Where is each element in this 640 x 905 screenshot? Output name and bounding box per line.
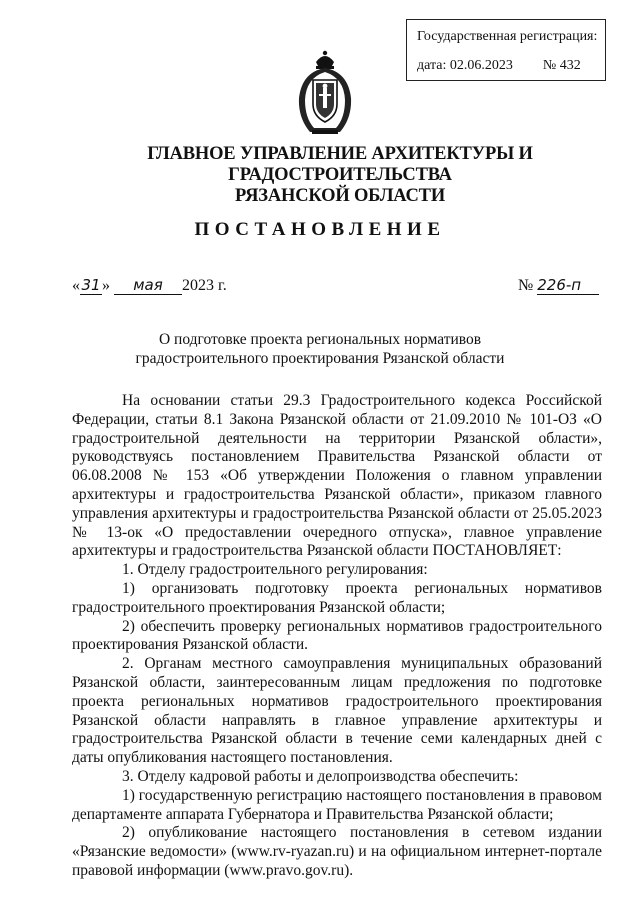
paragraph-item-1-1: 1) организовать подготовку проекта региональных нормативов градостроительного проектирования Рязанской области;	[72, 579, 602, 616]
registration-label: Государственная регистрация:	[417, 29, 598, 44]
registration-number: № 432	[542, 58, 581, 73]
paragraph-item-3-1: 1) государственную регистрацию настоящего постановления в правовом департаменте аппарата Губернатора и Правительства Рязанской области;	[72, 786, 602, 823]
ryazan-coat-of-arms-icon	[294, 48, 356, 138]
registration-date: дата: 02.06.2023	[417, 58, 513, 73]
registration-stamp	[406, 19, 606, 81]
document-date	[72, 276, 227, 295]
date-month: мая	[114, 276, 182, 295]
date-open-quote: «	[72, 277, 80, 294]
organization-name	[40, 144, 640, 207]
paragraph-preamble: На основании статьи 29.3 Градостроительного кодекса Российской Федерации, статьи 8.1 Закона Рязанской области от 21.09.2010 № 101-ОЗ «О градостроительной деятельности на территории Рязанской области», руководствуясь постановлением Правительства Рязанской области от 06.08.2008 № 153 «Об утверждении Положения о главном управлении архитектуры и градостроительства Рязанской области», приказом главного управления архитектуры и градостроительства Рязанской области от 25.05.2023 № 13-ок «О предоставлении очередного отпуска», главное управление архитектуры и градостроительства Рязанской области ПОСТАНОВЛЯЕТ:	[72, 392, 602, 560]
document-subject	[0, 330, 640, 368]
document-number	[518, 276, 599, 295]
paragraph-item-3: 3. Отделу кадровой работы и делопроизводства обеспечить:	[122, 767, 519, 785]
date-year: 2023 г.	[182, 277, 227, 294]
org-line-1: ГЛАВНОЕ УПРАВЛЕНИЕ АРХИТЕКТУРЫ И ГРАДОСТРОИТЕЛЬСТВА	[147, 144, 533, 185]
document-type: ПОСТАНОВЛЕНИЕ	[194, 219, 446, 240]
paragraph-item-2: 2. Органам местного самоуправления муниципальных образований Рязанской области, заинтересованным лицам предложения по подготовке проекта региональных нормативов градостроительного проектирования Рязанской области направлять в главное управление архитектуры и градостроительства Рязанской области в течение семи календарных дней с даты опубликования настоящего постановления.	[72, 655, 602, 767]
date-day: 31	[81, 276, 101, 294]
doc-number-value: 226-п	[537, 276, 599, 295]
paragraph-item-3-2: 2) опубликование настоящего постановления в сетевом издании «Рязанские ведомости» (www.rv-ryazan.ru) и на официальном интернет-портале правовой информации (www.pravo.gov.ru).	[72, 824, 602, 879]
subject-line-1: О подготовке проекта региональных нормативов	[158, 331, 482, 348]
document-body	[72, 392, 602, 881]
paragraph-item-1: 1. Отделу градостроительного регулирования:	[122, 561, 428, 579]
registration-details	[417, 57, 605, 75]
doc-number-prefix: №	[518, 277, 534, 294]
date-close-quote: »	[102, 277, 110, 294]
subject-line-2: градостроительного проектирования Рязанской области	[135, 350, 505, 367]
paragraph-item-1-2: 2) обеспечить проверку региональных нормативов градостроительного проектирования Рязанской области.	[72, 617, 602, 654]
org-line-2: РЯЗАНСКОЙ ОБЛАСТИ	[234, 186, 446, 206]
